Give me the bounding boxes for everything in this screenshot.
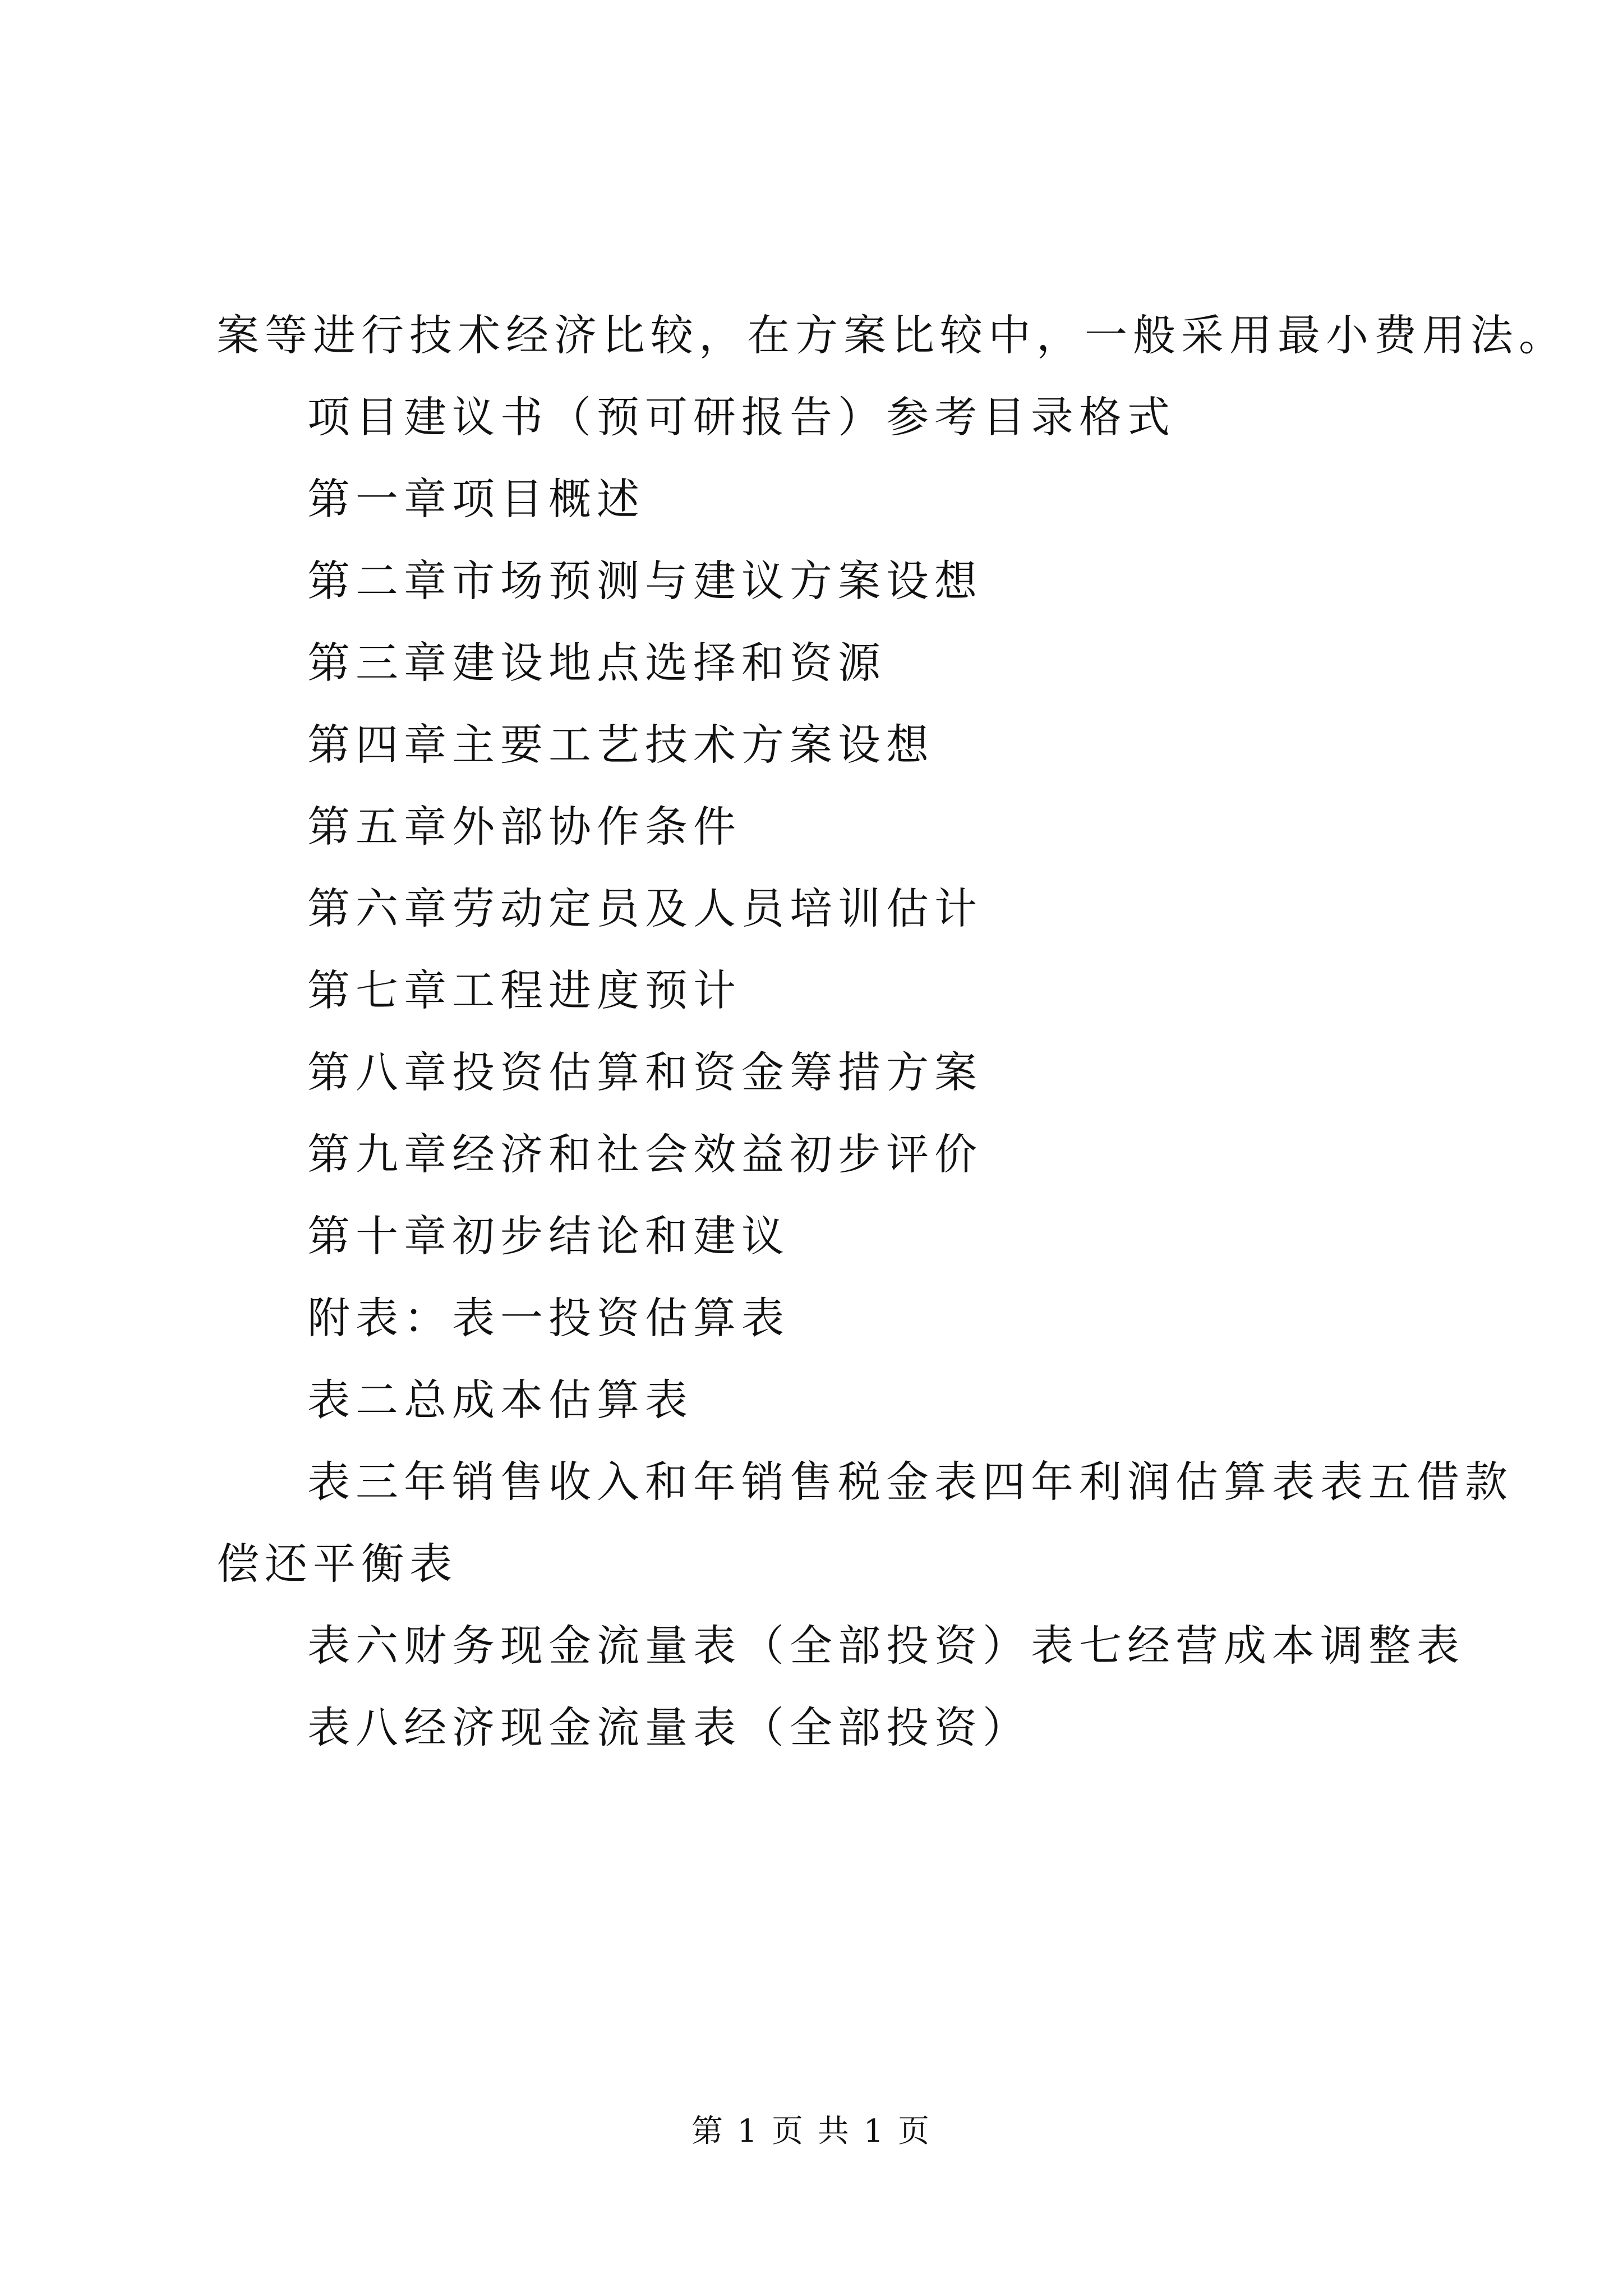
appendix-table-2: 表二总成本估算表 [307,1375,693,1425]
appendix-tables-3-5: 表三年销售收入和年销售税金表四年利润估算表表五借款 [307,1457,1513,1507]
toc-chapter-4: 第四章主要工艺技术方案设想 [307,720,934,770]
toc-chapter-2: 第二章市场预测与建议方案设想 [307,556,983,606]
page-footer [0,2109,1623,2154]
appendix-table-1: 附表：表一投资估算表 [307,1293,790,1343]
toc-chapter-1: 第一章项目概述 [307,474,645,524]
toc-chapter-6: 第六章劳动定员及人员培训估计 [307,884,983,933]
appendix-tables-6-7: 表六财务现金流量表（全部投资）表七经营成本调整表 [307,1621,1465,1671]
toc-chapter-9: 第九章经济和社会效益初步评价 [307,1129,983,1179]
appendix-tables-3-5-continued: 偿还平衡表 [216,1539,458,1589]
toc-chapter-7: 第七章工程进度预计 [307,965,741,1015]
toc-chapter-8: 第八章投资估算和资金筹措方案 [307,1047,983,1097]
toc-chapter-3: 第三章建设地点选择和资源 [307,638,886,688]
document-body [216,295,1567,1769]
page-number: 第 1 页 共 1 页 [691,2113,932,2150]
paragraph-line: 案等进行技术经济比较，在方案比较中，一般采用最小费用法。 [216,310,1567,360]
toc-chapter-5: 第五章外部协作条件 [307,802,741,852]
toc-heading: 项目建议书（预可研报告）参考目录格式 [307,392,1175,442]
appendix-table-8: 表八经济现金流量表（全部投资） [307,1703,1031,1752]
toc-chapter-10: 第十章初步结论和建议 [307,1211,790,1261]
